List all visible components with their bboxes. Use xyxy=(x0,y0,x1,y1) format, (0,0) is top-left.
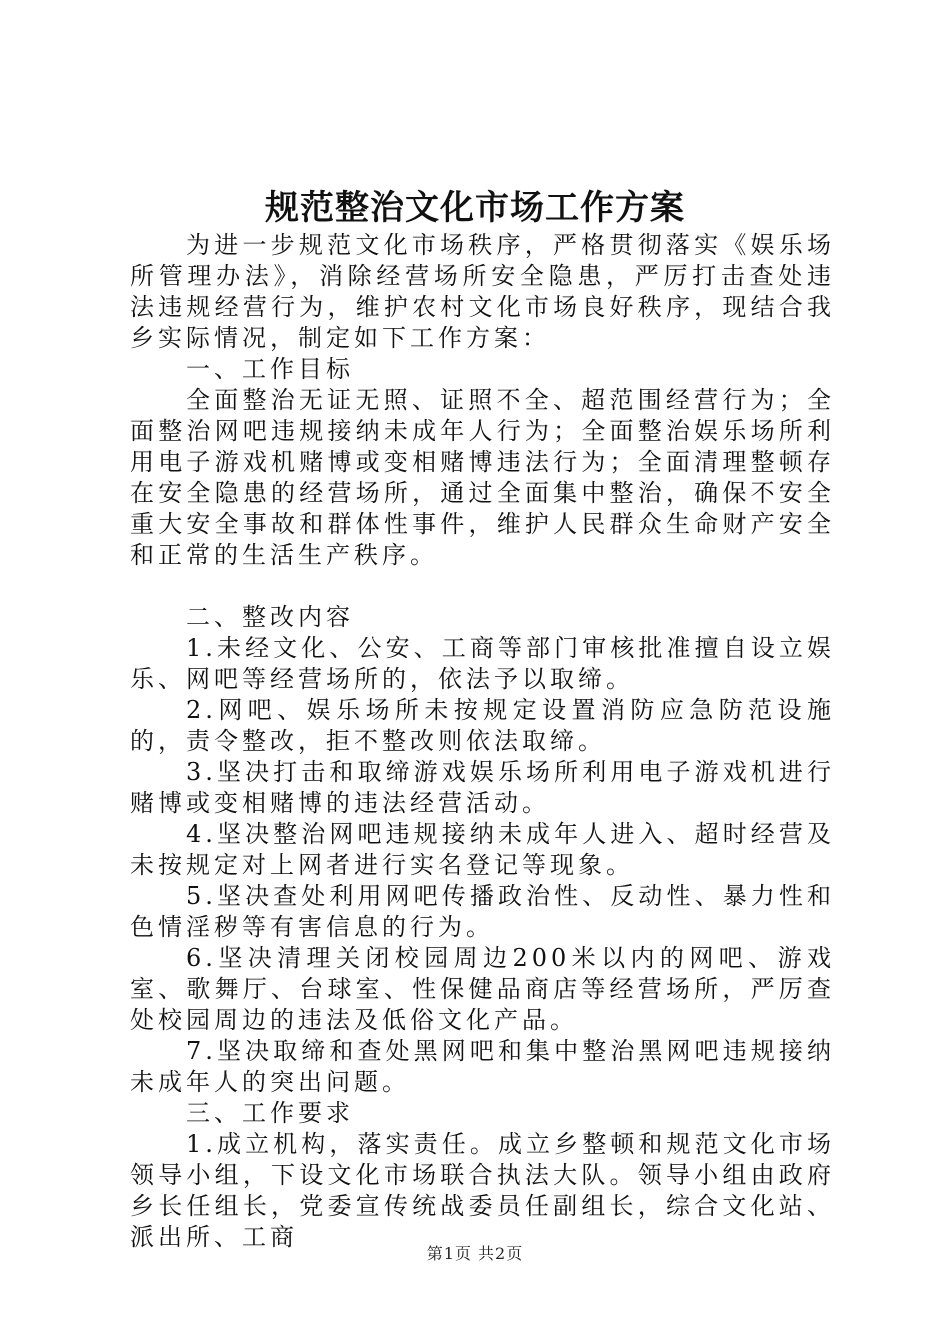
list-item: 7.坚决取缔和查处黑网吧和集中整治黑网吧违规接纳未成年人的突出问题。 xyxy=(130,1037,835,1096)
document-title: 规范整治文化市场工作方案 xyxy=(265,188,685,228)
document-body xyxy=(130,230,835,1253)
page-footer: 第1页 共2页 xyxy=(426,1244,524,1263)
list-item: 3.坚决打击和取缔游戏娱乐场所利用电子游戏机进行赌博或变相赌博的违法经营活动。 xyxy=(130,758,835,817)
list-item: 2.网吧、娱乐场所未按规定设置消防应急防范设施的，责令整改，拒不整改则依法取缔。 xyxy=(130,696,835,755)
list-item: 6.坚决清理关闭校园周边200米以内的网吧、游戏室、歌舞厅、台球室、性保健品商店等经营场所，严厉查处校园周边的违法及低俗文化产品。 xyxy=(130,944,835,1034)
goals-paragraph: 全面整治无证无照、证照不全、超范围经营行为；全面整治网吧违规接纳未成年人行为；全面整治娱乐场所利用电子游戏机赌博或变相赌博违法行为；全面清理整顿存在安全隐患的经营场所，通过全面集中整治，确保不安全重大安全事故和群体性事件，维护人民群众生命财产安全和正常的生活生产秩序。 xyxy=(130,386,835,569)
list-item: 4.坚决整治网吧违规接纳未成年人进入、超时经营及未按规定对上网者进行实名登记等现象。 xyxy=(130,820,835,879)
list-item: 5.坚决查处利用网吧传播政治性、反动性、暴力性和色情淫秽等有害信息的行为。 xyxy=(130,882,835,941)
paragraph-gap xyxy=(130,571,835,602)
section-heading-rectification: 二、整改内容 xyxy=(186,603,354,631)
list-item: 1.未经文化、公安、工商等部门审核批准擅自设立娱乐、网吧等经营场所的，依法予以取缔。 xyxy=(130,634,835,693)
list-item: 1.成立机构，落实责任。成立乡整顿和规范文化市场领导小组，下设文化市场联合执法大队。领导小组由政府乡长任组长，党委宣传统战委员任副组长，综合文化站、派出所、工商 xyxy=(130,1130,835,1251)
section-heading-requirements: 三、工作要求 xyxy=(186,1099,354,1127)
intro-paragraph: 为进一步规范文化市场秩序，严格贯彻落实《娱乐场所管理办法》，消除经营场所安全隐患，严厉打击查处违法违规经营行为，维护农村文化市场良好秩序，现结合我乡实际情况，制定如下工作方案： xyxy=(130,231,835,352)
section-heading-goals: 一、工作目标 xyxy=(186,355,354,383)
